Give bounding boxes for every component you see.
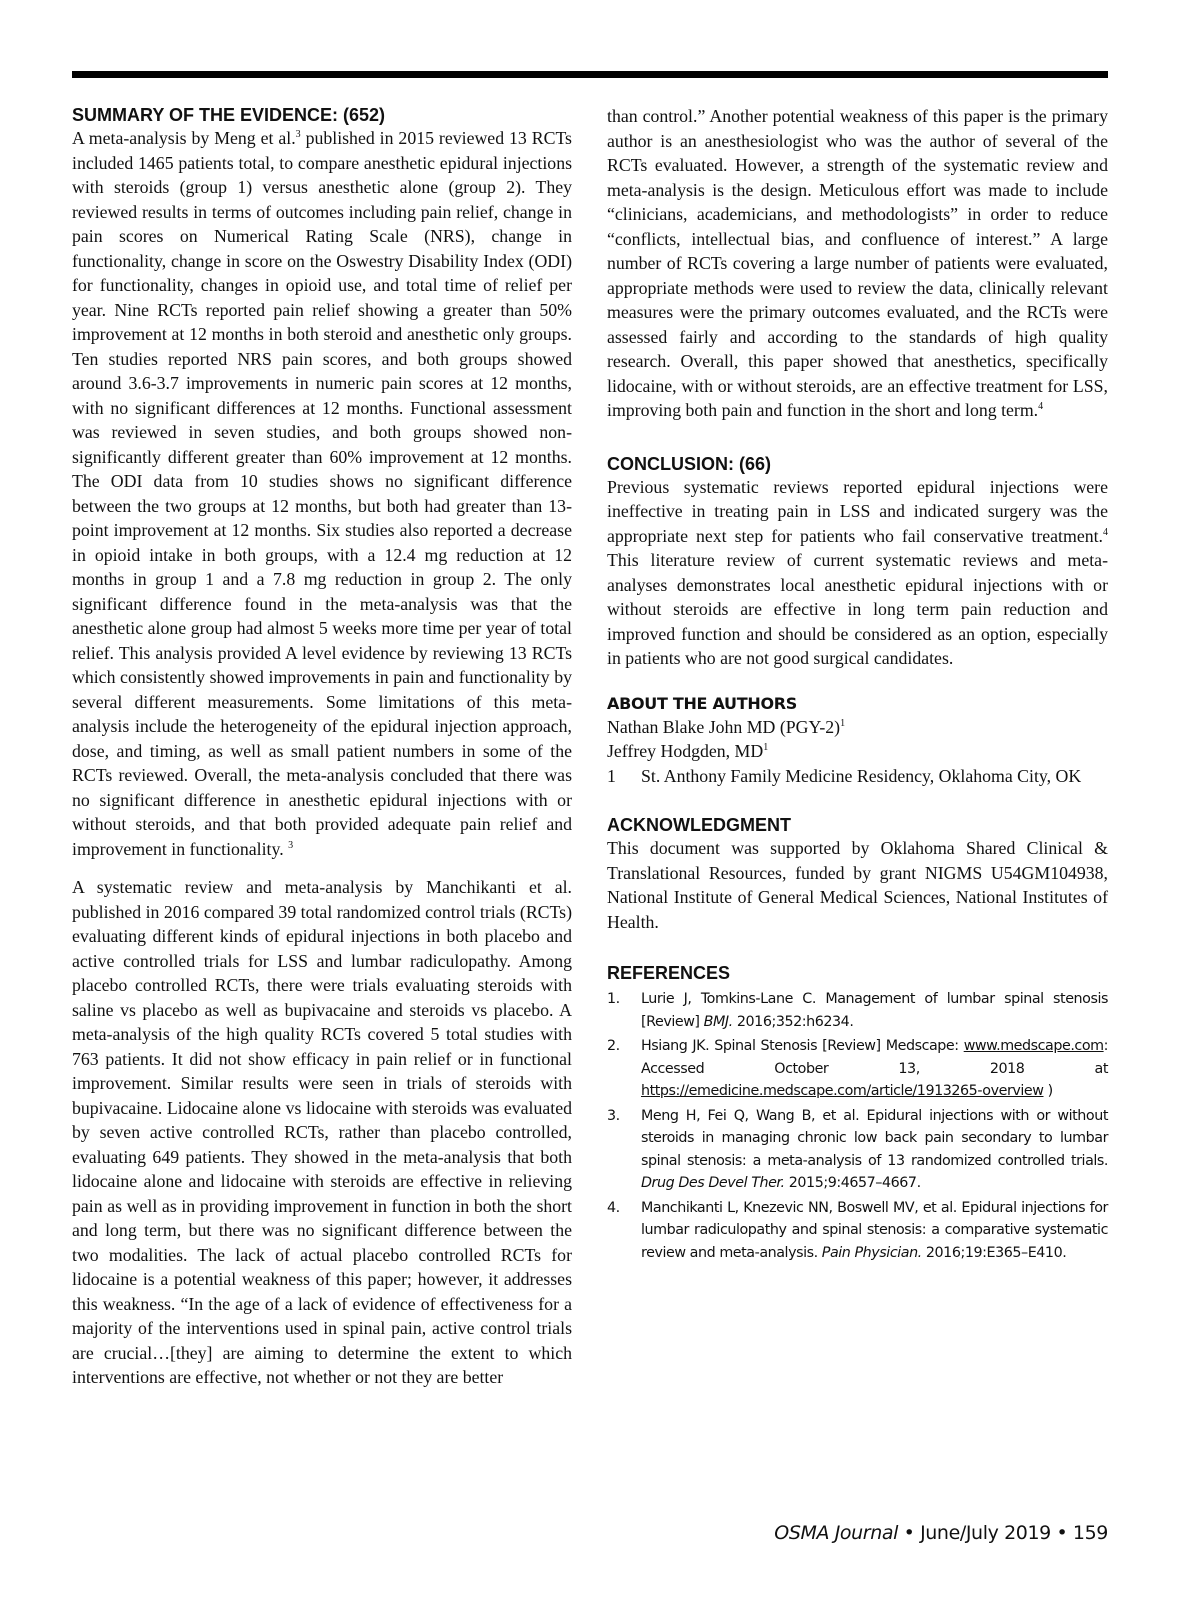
reference-2-text: Hsiang JK. Spinal Stenosis [Review] Medscape: [641, 1038, 964, 1054]
footer-separator: • [897, 1522, 921, 1544]
affiliation-text: St. Anthony Family Medicine Residency, Oklahoma City, OK [641, 765, 1082, 786]
medscape-link[interactable]: www.medscape.com [963, 1038, 1104, 1054]
author-1-name: Nathan Blake John MD (PGY-2) [607, 716, 841, 737]
reference-4-journal: Pain Physician. [821, 1244, 922, 1261]
acknowledgment-heading: ACKNOWLEDGMENT [607, 815, 791, 835]
footer-issue: June/July 2019 [920, 1522, 1051, 1544]
reference-4-text: Manchikanti L, Knezevic NN, Boswell MV, et al. Epidural injections for lumbar radiculopathy and spinal stenosis: a comparative systematic review and meta-analysis. [641, 1199, 1108, 1261]
reference-list [607, 988, 1108, 1264]
conclusion-citation: 4 [1103, 526, 1108, 538]
summary-paragraph-1 [72, 126, 572, 861]
conclusion-text-b: This literature review of current systematic reviews and meta-analyses demonstrates local anesthetic epidural injections with or without steroids are effective in long term pain reduction and improved function and should be considered as an option, especially in patients who are not good surgical candidates. [607, 550, 1108, 668]
conclusion-text [607, 475, 1108, 671]
footer-journal: OSMA Journal [774, 1522, 898, 1544]
reference-1-journal: BMJ. [703, 1013, 733, 1030]
conclusion-heading: CONCLUSION: (66) [607, 453, 772, 474]
reference-number: 4. [607, 1199, 620, 1216]
emedicine-link[interactable]: https://emedicine.medscape.com/article/1913265-overview [641, 1083, 1044, 1099]
reference-item [607, 988, 1108, 1033]
reference-1-citation: 2016;352:h6234. [732, 1013, 854, 1030]
summary-paragraph-2-continued [607, 104, 1108, 423]
reference-2-access: : Accessed October 13, 2018 at [641, 1038, 1108, 1077]
right-column [607, 104, 1108, 1266]
summary-heading: SUMMARY OF THE EVIDENCE: (652) [72, 105, 386, 125]
reference-text [641, 1197, 1108, 1265]
author-1 [607, 715, 1108, 740]
reference-item [607, 1197, 1108, 1265]
summary-p1-text-a: A meta-analysis by Meng et al. [72, 128, 296, 148]
authors-heading: ABOUT THE AUTHORS [607, 693, 797, 713]
summary-p2-citation: 4 [1038, 401, 1044, 412]
reference-number: 3. [607, 1107, 620, 1124]
conclusion-text-a: Previous systematic reviews reported epidural injections were ineffective in treating pain in LSS and indicated surgery was the appropriate next step for patients who fail conservative treatment. [607, 476, 1108, 546]
reference-3-citation: 2015;9:4657–4667. [784, 1175, 921, 1191]
reference-text [641, 1105, 1108, 1195]
summary-p2-right-text: than control.” Another potential weakness of this paper is the primary author is an anesthesiologist who was the author of several of the RCTs evaluated. However, a strength of the systematic review and meta-analysis is the design. Meticulous effort was made to include “clinicians, academicians, and methodologists” in order to reduce “conflicts, intellectual bias, and confluence of interest.” A large number of RCTs covering a large number of patients were evaluated, appropriate methods were used to review the data, clinically relevant measures were the primary outcomes evaluated, and the RCTs were assessed fairly and according to the standards of high quality research. Overall, this paper showed that anesthetics, specifically lidocaine, with or without steroids, are an effective treatment for LSS, improving both pain and function in the short and long term. [607, 106, 1108, 420]
reference-number: 1. [607, 991, 620, 1007]
references-heading: REFERENCES [607, 963, 731, 983]
summary-p1-citation-end: 3 [288, 839, 294, 851]
reference-item [607, 1105, 1108, 1195]
header-rule [72, 71, 1108, 78]
reference-3-journal: Drug Des Devel Ther. [641, 1175, 785, 1191]
author-2-affiliation-mark: 1 [763, 742, 769, 753]
page-footer [774, 1522, 1108, 1544]
author-2-name: Jeffrey Hodgden, MD [607, 741, 764, 761]
reference-1-text: Lurie J, Tomkins-Lane C. Management of lumbar spinal stenosis [Review] [641, 991, 1108, 1030]
reference-4-citation: 2016;19:E365–E410. [921, 1244, 1067, 1261]
affiliation-number: 1 [607, 765, 616, 786]
reference-text [641, 988, 1108, 1033]
author-2 [607, 739, 1108, 764]
author-1-affiliation-mark: 1 [840, 717, 846, 729]
acknowledgment-text: This document was supported by Oklahoma Shared Clinical & Translational Resources, funded by grant NIGMS U54GM104938, National Institute of General Medical Sciences, National Institutes of Health. [607, 838, 1108, 932]
footer-separator: • [1050, 1522, 1073, 1544]
summary-p1-citation: 3 [295, 129, 301, 140]
reference-item [607, 1035, 1108, 1103]
affiliation [607, 764, 1108, 789]
summary-p1-text-b: published in 2015 reviewed 13 RCTs included 1465 patients total, to compare anesthetic epidural injections with steroids (group 1) versus anesthetic alone (group 2). They reviewed results in terms of outcomes including pain relief, change in pain scores on Numerical Rating Scale (NRS), change in functionality, change in score on the Oswestry Disability Index (ODI) for functionality, changes in opioid use, and total time of relief per year. Nine RCTs reported pain relief showing a greater than 50% improvement at 12 months in both steroid and anesthetic only groups. Ten studies reported NRS pain scores, and both groups showed around 3.6-3.7 improvements in numeric pain scores at 12 months, with no significant differences at 12 months. Functional assessment was reviewed in seven studies, and both groups showed non-significantly different greater than 60% improvement at 12 months. The ODI data from 10 studies shows no significant difference between the two groups at 12 months, but both had greater than 13-point improvement at 12 months. Six studies also reported a decrease in opioid intake in both groups, with a 12.4 mg reduction at 12 months in group 1 and a 7.8 mg reduction in group 2. The only significant difference found in the meta-analysis was that the anesthetic alone group had almost 5 weeks more time per year of total relief. This analysis provided A level evidence by reviewing 13 RCTs which consistently showed improvements in pain and functionality by several different measurements. Some limitations of this meta-analysis include the heterogeneity of the epidural injection approach, dose, and timing, as well as small patient numbers in some of the RCTs reviewed. Overall, the meta-analysis concluded that there was no significant difference in anesthetic epidural injections with or without steroids, and that both provided adequate pain relief and improvement in functionality. [72, 128, 572, 859]
left-column [72, 104, 572, 1390]
summary-paragraph-2: A systematic review and meta-analysis by Manchikanti et al. published in 2016 compared 39 total randomized control trials (RCTs) evaluating different kinds of epidural injections in both placebo and active controlled trials for LSS and lumbar radiculopathy. Among placebo controlled RCTs, there were trials evaluating steroids with saline vs placebo as well as bupivacaine and steroids vs placebo. A meta-analysis of the high quality RCTs covered 5 total studies with 763 patients. It did not show efficacy in pain relief or in functional improvement. Similar results were seen in trials of steroids with bupivacaine. Lidocaine alone vs lidocaine with steroids was evaluated by seven active controlled RCTs, rather than placebo controlled, evaluating 649 patients. They showed in the meta-analysis that both lidocaine alone and lidocaine with steroids are effective in relieving pain as well as in providing improvement in function in both the short and long term, but there was no significant difference between the two modalities. The lack of actual placebo controlled RCTs for lidocaine is a potential weakness of this paper; however, it addresses this weakness. “In the age of a lack of evidence of effectiveness for a majority of the interventions used in spinal pain, active control trials are crucial…[they] are aiming to determine the extent to which interventions are effective, not whether or not they are better [72, 877, 572, 1387]
reference-text [641, 1035, 1108, 1103]
reference-3-text: Meng H, Fei Q, Wang B, et al. Epidural injections with or without steroids in managing chronic low back pain secondary to lumbar spinal stenosis: a meta-analysis of 13 randomized controlled trials. [641, 1107, 1108, 1169]
reference-number: 2. [607, 1038, 620, 1054]
reference-2-close: ) [1043, 1083, 1053, 1099]
footer-page-number: 159 [1072, 1522, 1108, 1544]
